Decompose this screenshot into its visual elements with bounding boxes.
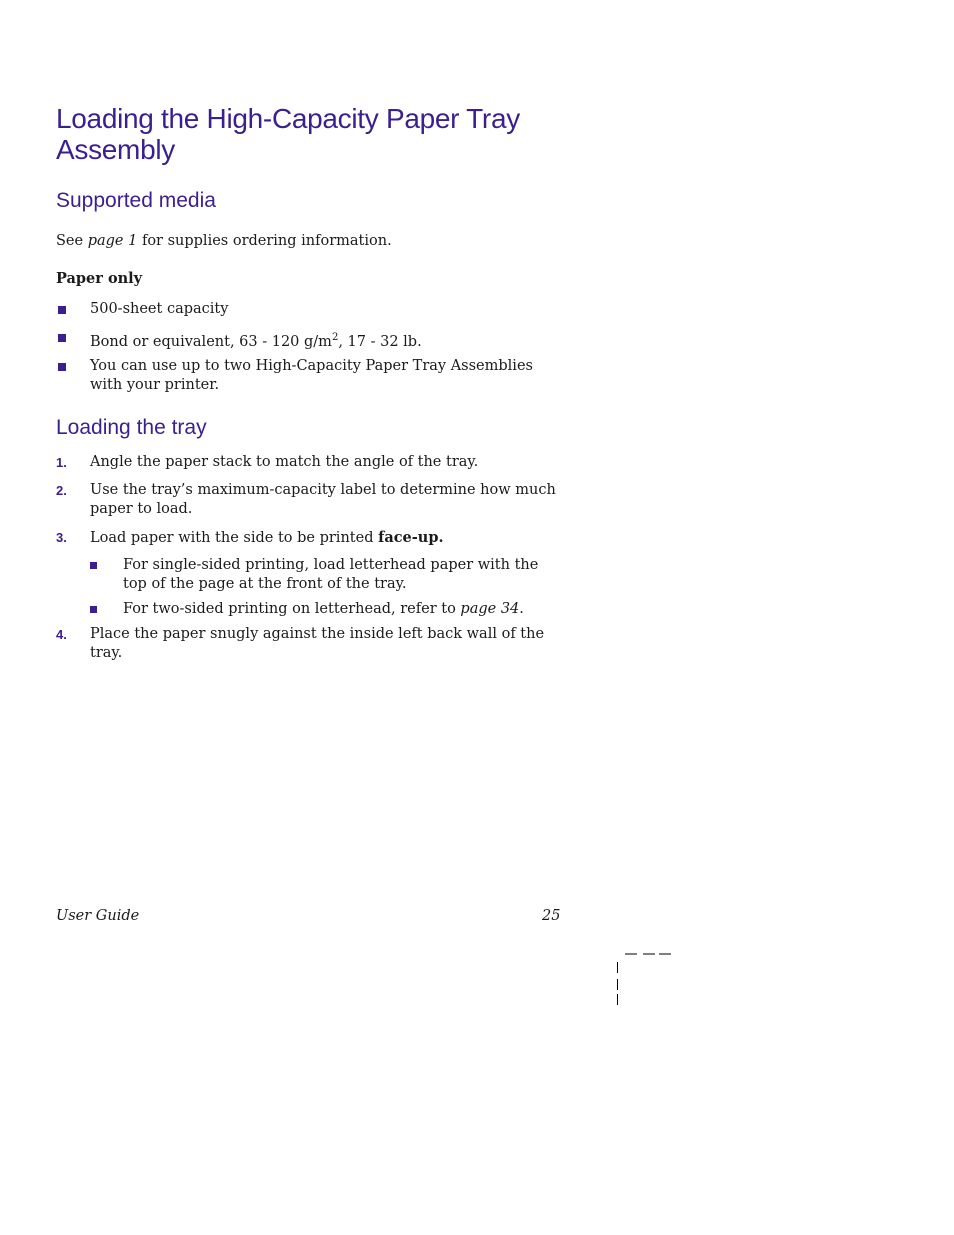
- face-up-emphasis: face-up.: [378, 529, 444, 546]
- square-bullet-icon: [58, 306, 66, 314]
- step-text: [90, 528, 570, 548]
- see-prefix: See: [56, 233, 88, 249]
- page-34-link[interactable]: page 34: [460, 601, 520, 617]
- bond-weight-text: Bond or equivalent, 63 - 120 g/m: [90, 333, 332, 350]
- step-text: Use the tray’s maximum-capacity label to determine how much paper to load.: [90, 482, 556, 517]
- supported-media-heading: Supported media: [56, 189, 216, 212]
- bullet-text: [123, 600, 563, 619]
- step-text: Angle the paper stack to match the angle of the tray.: [90, 454, 479, 470]
- period: .: [519, 601, 524, 617]
- square-bullet-icon: [58, 334, 66, 342]
- see-suffix: for supplies ordering information.: [137, 233, 392, 249]
- step-number: 3.: [56, 530, 67, 545]
- paper-only-label: Paper only: [56, 270, 143, 287]
- square-bullet-icon: [58, 363, 66, 371]
- bond-weight-suffix: , 17 - 32 lb.: [338, 333, 422, 350]
- page-number: 25: [542, 908, 561, 924]
- loading-tray-heading: Loading the tray: [56, 416, 207, 439]
- step-text: Place the paper snugly against the inside left back wall of the tray.: [90, 626, 545, 661]
- step-number: 1.: [56, 455, 67, 470]
- page-1-link[interactable]: page 1: [87, 233, 138, 249]
- bullet-text: 500-sheet capacity: [90, 301, 229, 317]
- footer-title: User Guide: [56, 908, 140, 924]
- bullet-text: [90, 328, 566, 352]
- step-text-main: Load paper with the side to be printed: [90, 530, 379, 546]
- crop-marks-icon: [612, 946, 682, 1010]
- page-title: Loading the High-Capacity Paper Tray Assembly: [56, 103, 520, 165]
- step-number: 4.: [56, 627, 67, 642]
- superscript: 2: [331, 332, 339, 343]
- step-number: 2.: [56, 483, 67, 498]
- bullet-text: For single-sided printing, load letterhead paper with the top of the page at the front of the tray.: [123, 557, 539, 592]
- bullet-text: You can use up to two High-Capacity Paper Tray Assemblies with your printer.: [90, 358, 533, 393]
- square-bullet-icon: [90, 606, 97, 613]
- square-bullet-icon: [90, 562, 97, 569]
- see-supplies-text: [56, 232, 566, 251]
- two-sided-text: For two-sided printing on letterhead, refer to: [123, 601, 461, 617]
